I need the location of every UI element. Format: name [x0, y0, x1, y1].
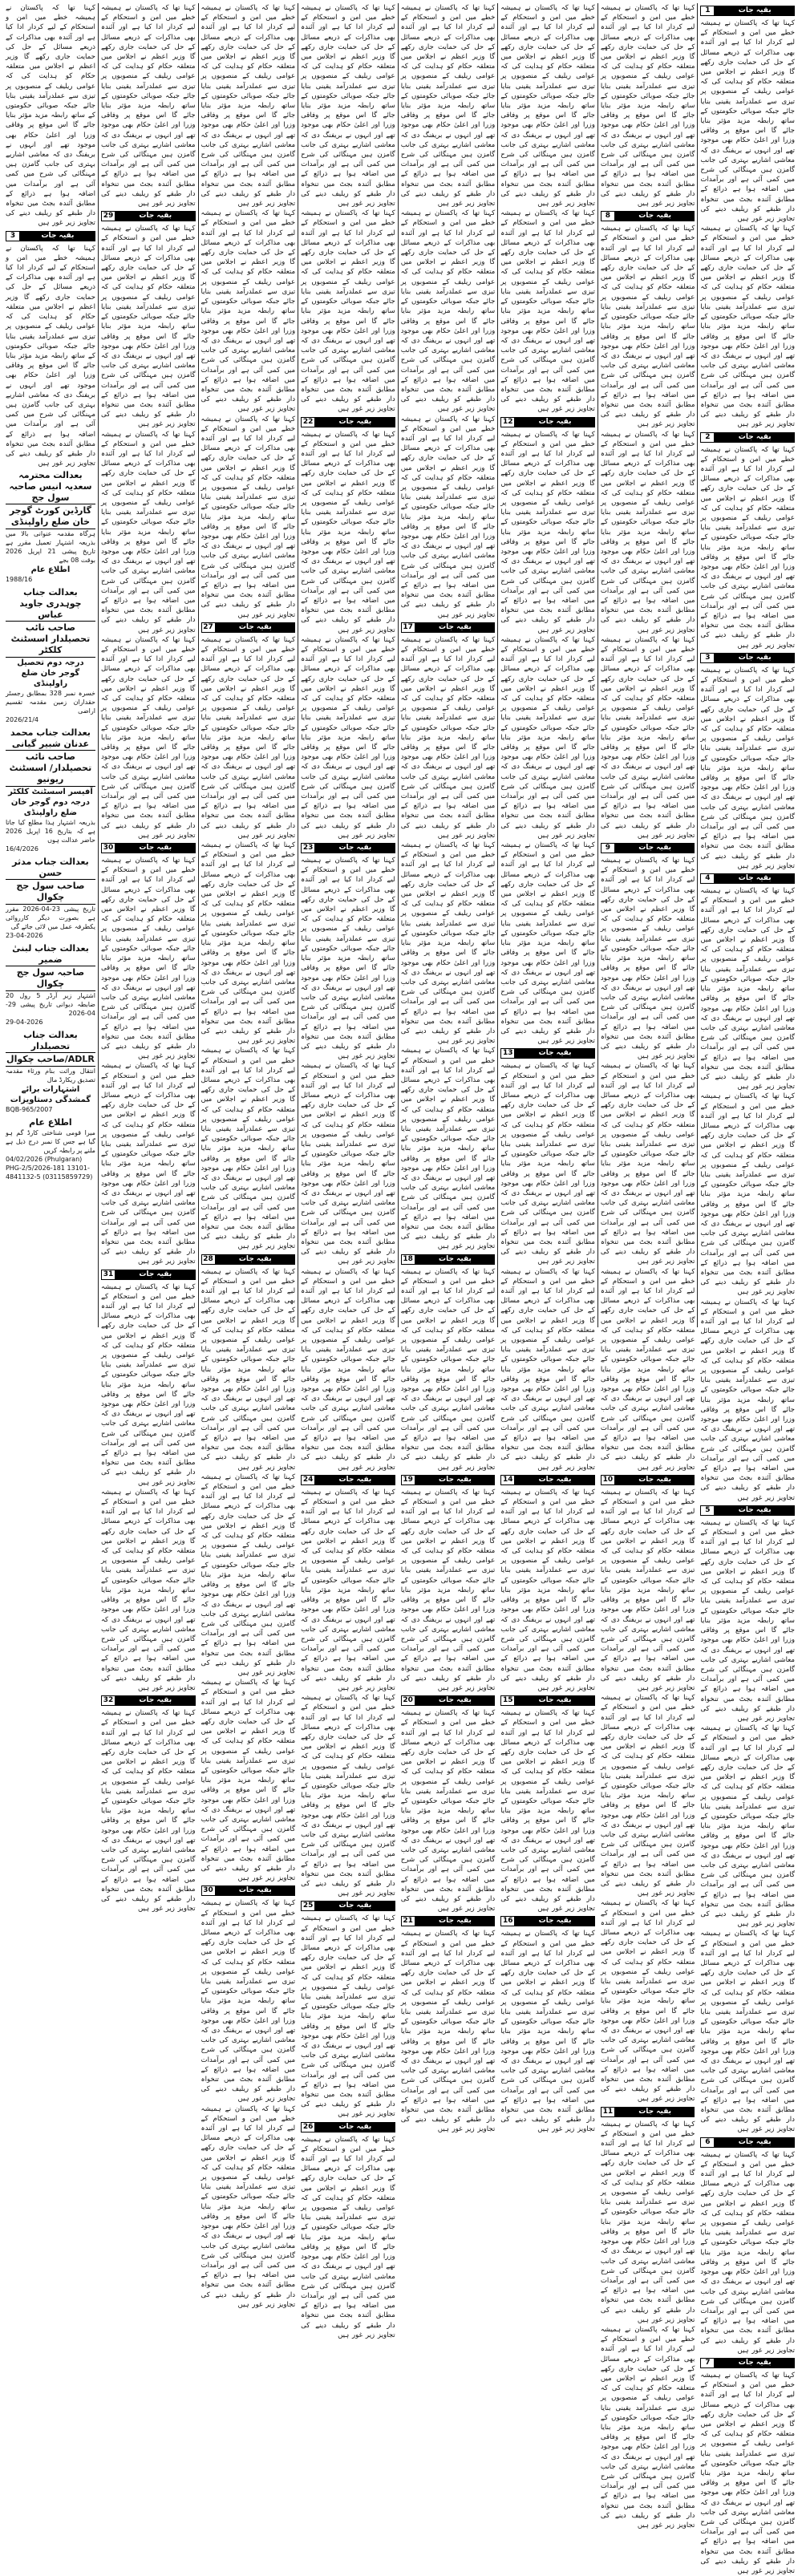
section-label: بقیہ جات — [115, 1695, 196, 1706]
article-text: کہنا تھا کہ پاکستان نے ہمیشہ خطے میں امن و استحکام کے لیے کردار ادا کیا ہے اور آئندہ بھی مذاکرات کے ذریعے مسائل کے حل کی حمایت جاری رکھے گا وزیر اعظم نے اجلاس میں متعلقہ حکام کو ہدایت کی کہ عوامی ریلیف کے منصوبوں پر تیزی سے عملدرآمد یقینی بنایا جائے جبکہ صوبائی حکومتوں کے ساتھ رابطہ مزید مؤثر بنایا جائے گا اس موقع پر وفاقی وزرا اور اعلیٰ حکام بھی موجود تھے اور انہوں نے بریفنگ دی کہ معاشی اشاریے بہتری کی جانب گامزن ہیں مہنگائی کی شرح میں کمی آئی ہے اور برآمدات میں اضافہ ہوا ہے ذرائع کے مطابق آئندہ بجٹ میں تنخواہ دار طبقے کو ریلیف دینے کی تجاویز زیر غور ہیں — [5, 244, 95, 468]
article-text: کہنا تھا کہ پاکستان نے ہمیشہ خطے میں امن و استحکام کے لیے کردار ادا کیا ہے اور آئندہ بھی مذاکرات کے ذریعے مسائل کے حل کی حمایت جاری رکھے گا وزیر اعظم نے اجلاس میں متعلقہ حکام کو ہدایت کی کہ عوامی ریلیف کے منصوبوں پر تیزی سے عملدرآمد یقینی بنایا جائے جبکہ صوبائی حکومتوں کے ساتھ رابطہ مزید مؤثر بنایا جائے گا اس موقع پر وفاقی وزرا اور اعلیٰ حکام بھی موجود تھے اور انہوں نے بریفنگ دی کہ معاشی اشاریے بہتری کی جانب گامزن ہیں مہنگائی کی شرح میں کمی آئی ہے اور برآمدات میں اضافہ ہوا ہے ذرائع کے مطابق آئندہ بجٹ میں تنخواہ دار طبقے کو ریلیف دینے کی تجاویز زیر غور ہیں — [301, 857, 395, 1061]
continuation-18 — [401, 1254, 496, 1472]
section-number: 18 — [401, 1254, 415, 1265]
section-label: بقیہ جات — [315, 2122, 395, 2132]
section-label: بقیہ جات — [415, 1916, 496, 1926]
section-number: 11 — [601, 2107, 615, 2117]
article-text: کہنا تھا کہ پاکستان نے ہمیشہ خطے میں امن و استحکام کے لیے کردار ادا کیا ہے اور آئندہ بھی مذاکرات کے ذریعے مسائل کے حل کی حمایت جاری رکھے گا وزیر اعظم نے اجلاس میں متعلقہ حکام کو ہدایت کی کہ عوامی ریلیف کے منصوبوں پر تیزی سے عملدرآمد یقینی بنایا جائے جبکہ صوبائی حکومتوں کے ساتھ رابطہ مزید مؤثر بنایا جائے گا اس موقع پر وفاقی وزرا اور اعلیٰ حکام بھی موجود تھے اور انہوں نے بریفنگ دی کہ معاشی اشاریے بہتری کی جانب گامزن ہیں مہنگائی کی شرح میں کمی آئی ہے اور برآمدات میں اضافہ ہوا ہے ذرائع کے مطابق آئندہ بجٹ میں تنخواہ دار طبقے کو ریلیف دینے کی تجاویز زیر غور ہیں — [600, 1488, 695, 1692]
continuation-14 — [500, 1475, 595, 1693]
notice-ref: 23-04-2026 — [5, 932, 43, 940]
section-header — [101, 211, 196, 221]
section-number: 25 — [301, 1901, 315, 1911]
article-text: کہنا تھا کہ پاکستان نے ہمیشہ خطے میں امن و استحکام کے لیے کردار ادا کیا ہے اور آئندہ بھی مذاکرات کے ذریعے مسائل کے حل کی حمایت جاری رکھے گا وزیر اعظم نے اجلاس میں متعلقہ حکام کو ہدایت کی کہ عوامی ریلیف کے منصوبوں پر تیزی سے عملدرآمد یقینی بنایا جائے جبکہ صوبائی حکومتوں کے ساتھ رابطہ مزید مؤثر بنایا جائے گا اس موقع پر وفاقی وزرا اور اعلیٰ حکام بھی موجود تھے اور انہوں نے بریفنگ دی کہ معاشی اشاریے بہتری کی جانب گامزن ہیں مہنگائی کی شرح میں کمی آئی ہے اور برآمدات میں اضافہ ہوا ہے ذرائع کے مطابق آئندہ بجٹ میں تنخواہ دار طبقے کو ریلیف دینے کی تجاویز زیر غور ہیں — [500, 841, 595, 1046]
court-notice-4 — [6, 857, 95, 940]
article-text: کہنا تھا کہ پاکستان نے ہمیشہ خطے میں امن و استحکام کے لیے کردار ادا کیا ہے اور آئندہ بھی مذاکرات کے ذریعے مسائل کے حل کی حمایت جاری رکھے گا وزیر اعظم نے اجلاس میں متعلقہ حکام کو ہدایت کی کہ عوامی ریلیف کے منصوبوں پر تیزی سے عملدرآمد یقینی بنایا جائے جبکہ صوبائی حکومتوں کے ساتھ رابطہ مزید مؤثر بنایا جائے گا اس موقع پر وفاقی وزرا اور اعلیٰ حکام بھی موجود تھے اور انہوں نے بریفنگ دی کہ معاشی اشاریے بہتری کی جانب گامزن ہیں مہنگائی کی شرح میں کمی آئی ہے اور برآمدات میں اضافہ ہوا ہے ذرائع کے مطابق آئندہ بجٹ میں تنخواہ دار طبقے کو ریلیف دینے کی تجاویز زیر غور ہیں — [100, 1062, 196, 1266]
continuation-11 — [601, 2107, 695, 2531]
section-number: 23 — [301, 843, 315, 853]
section-header — [101, 1695, 196, 1706]
article-text: کہنا تھا کہ پاکستان نے ہمیشہ خطے میں امن و استحکام کے لیے کردار ادا کیا ہے اور آئندہ بھی مذاکرات کے ذریعے مسائل کے حل کی حمایت جاری رکھے گا وزیر اعظم نے اجلاس میں متعلقہ حکام کو ہدایت کی کہ عوامی ریلیف کے منصوبوں پر تیزی سے عملدرآمد یقینی بنایا جائے جبکہ صوبائی حکومتوں کے ساتھ رابطہ مزید مؤثر بنایا جائے گا اس موقع پر وفاقی وزرا اور اعلیٰ حکام بھی موجود تھے اور انہوں نے بریفنگ دی کہ معاشی اشاریے بہتری کی جانب گامزن ہیں مہنگائی کی شرح میں کمی آئی ہے اور برآمدات میں اضافہ ہوا ہے ذرائع کے مطابق آئندہ بجٹ میں تنخواہ دار طبقے کو ریلیف دینے کی تجاویز زیر غور ہیں — [500, 1267, 595, 1472]
section-number: 30 — [201, 1885, 216, 1896]
notice-ref: 2026/21/4 — [5, 716, 38, 724]
article-text: کہنا تھا کہ پاکستان نے ہمیشہ خطے میں امن و استحکام کے لیے کردار ادا کیا ہے اور آئندہ بھی مذاکرات کے ذریعے مسائل کے حل کی حمایت جاری رکھے گا وزیر اعظم نے اجلاس میں متعلقہ حکام کو ہدایت کی کہ عوامی ریلیف کے منصوبوں پر تیزی سے عملدرآمد یقینی بنایا جائے جبکہ صوبائی حکومتوں کے ساتھ رابطہ مزید مؤثر بنایا جائے گا اس موقع پر وفاقی وزرا اور اعلیٰ حکام بھی موجود تھے اور انہوں نے بریفنگ دی کہ معاشی اشاریے بہتری کی جانب گامزن ہیں مہنگائی کی شرح میں کمی آئی ہے اور برآمدات میں اضافہ ہوا ہے ذرائع کے مطابق آئندہ بجٹ میں تنخواہ دار طبقے کو ریلیف دینے کی تجاویز زیر غور ہیں — [5, 4, 95, 228]
notice-court: بعدالت جناب محمد عدنان شبیر گیانی — [10, 727, 91, 750]
section-header — [700, 873, 795, 884]
article-text: کہنا تھا کہ پاکستان نے ہمیشہ خطے میں امن و استحکام کے لیے کردار ادا کیا ہے اور آئندہ بھی مذاکرات کے ذریعے مسائل کے حل کی حمایت جاری رکھے گا وزیر اعظم نے اجلاس میں متعلقہ حکام کو ہدایت کی کہ عوامی ریلیف کے منصوبوں پر تیزی سے عملدرآمد یقینی بنایا جائے جبکہ صوبائی حکومتوں کے ساتھ رابطہ مزید مؤثر بنایا جائے گا اس موقع پر وفاقی وزرا اور اعلیٰ حکام بھی موجود تھے اور انہوں نے بریفنگ دی کہ معاشی اشاریے بہتری کی جانب گامزن ہیں مہنگائی کی شرح میں کمی آئی ہے اور برآمدات میں اضافہ ہوا ہے ذرائع کے مطابق آئندہ بجٹ میں تنخواہ دار طبقے کو ریلیف دینے کی تجاویز زیر غور ہیں — [301, 1267, 395, 1472]
notice-ref: 04/02/2026 (Phulgaran) PHG-2/5/2026-181 13101-4841132-5 (03115859729) — [5, 1156, 93, 1181]
section-number: 21 — [401, 1916, 415, 1926]
notice-court: بعدالت جناب مدثر حسن — [12, 857, 89, 879]
article-text: کہنا تھا کہ پاکستان نے ہمیشہ خطے میں امن و استحکام کے لیے کردار ادا کیا ہے اور آئندہ بھی مذاکرات کے ذریعے مسائل کے حل کی حمایت جاری رکھے گا وزیر اعظم نے اجلاس میں متعلقہ حکام کو ہدایت کی کہ عوامی ریلیف کے منصوبوں پر تیزی سے عملدرآمد یقینی بنایا جائے جبکہ صوبائی حکومتوں کے ساتھ رابطہ مزید مؤثر بنایا جائے گا اس موقع پر وفاقی وزرا اور اعلیٰ حکام بھی موجود تھے اور انہوں نے بریفنگ دی کہ معاشی اشاریے بہتری کی جانب گامزن ہیں مہنگائی کی شرح میں کمی آئی ہے اور برآمدات میں اضافہ ہوا ہے ذرائع کے مطابق آئندہ بجٹ میں تنخواہ دار طبقے کو ریلیف دینے کی تجاویز زیر غور ہیں — [301, 2135, 395, 2339]
continuation-30b — [201, 1885, 296, 2310]
section-header — [301, 417, 395, 427]
column-4 — [398, 3, 498, 2134]
section-label: بقیہ جات — [615, 2107, 695, 2117]
section-header — [101, 1270, 196, 1280]
section-header — [500, 1048, 595, 1059]
notice-body: تاریخ پیشی 23-04-2026 مقرر ہے بصورت دیگر کارروائی یکطرفہ عمل میں لائی جائے گی — [5, 905, 95, 931]
continuation-2 — [700, 432, 795, 650]
section-label: بقیہ جات — [315, 1475, 395, 1485]
article-text: کہنا تھا کہ پاکستان نے ہمیشہ خطے میں امن و استحکام کے لیے کردار ادا کیا ہے اور آئندہ بھی مذاکرات کے ذریعے مسائل کے حل کی حمایت جاری رکھے گا وزیر اعظم نے اجلاس میں متعلقہ حکام کو ہدایت کی کہ عوامی ریلیف کے منصوبوں پر تیزی سے عملدرآمد یقینی بنایا جائے جبکہ صوبائی حکومتوں کے ساتھ رابطہ مزید مؤثر بنایا جائے گا اس موقع پر وفاقی وزرا اور اعلیٰ حکام بھی موجود تھے اور انہوں نے بریفنگ دی کہ معاشی اشاریے بہتری کی جانب گامزن ہیں مہنگائی کی شرح میں کمی آئی ہے اور برآمدات میں اضافہ ہوا ہے ذرائع کے مطابق آئندہ بجٹ میں تنخواہ دار طبقے کو ریلیف دینے کی تجاویز زیر غور ہیں — [301, 1062, 395, 1266]
section-label: بقیہ جات — [415, 1254, 496, 1265]
section-label: بقیہ جات — [415, 1475, 496, 1485]
article-text: کہنا تھا کہ پاکستان نے ہمیشہ خطے میں امن و استحکام کے لیے کردار ادا کیا ہے اور آئندہ بھی مذاکرات کے ذریعے مسائل کے حل کی حمایت جاری رکھے گا وزیر اعظم نے اجلاس میں متعلقہ حکام کو ہدایت کی کہ عوامی ریلیف کے منصوبوں پر تیزی سے عملدرآمد یقینی بنایا جائے جبکہ صوبائی حکومتوں کے ساتھ رابطہ مزید مؤثر بنایا جائے گا اس موقع پر وفاقی وزرا اور اعلیٰ حکام بھی موجود تھے اور انہوں نے بریفنگ دی کہ معاشی اشاریے بہتری کی جانب گامزن ہیں مہنگائی کی شرح میں کمی آئی ہے اور برآمدات میں اضافہ ہوا ہے ذرائع کے مطابق آئندہ بجٹ میں تنخواہ دار طبقے کو ریلیف دینے کی تجاویز زیر غور ہیں — [700, 445, 795, 650]
article-text: کہنا تھا کہ پاکستان نے ہمیشہ خطے میں امن و استحکام کے لیے کردار ادا کیا ہے اور آئندہ بھی مذاکرات کے ذریعے مسائل کے حل کی حمایت جاری رکھے گا وزیر اعظم نے اجلاس میں متعلقہ حکام کو ہدایت کی کہ عوامی ریلیف کے منصوبوں پر تیزی سے عملدرآمد یقینی بنایا جائے جبکہ صوبائی حکومتوں کے ساتھ رابطہ مزید مؤثر بنایا جائے گا اس موقع پر وفاقی وزرا اور اعلیٰ حکام بھی موجود تھے اور انہوں نے بریفنگ دی کہ معاشی اشاریے بہتری کی جانب گامزن ہیں مہنگائی کی شرح میں کمی آئی ہے اور برآمدات میں اضافہ ہوا ہے ذرائع کے مطابق آئندہ بجٹ میں تنخواہ دار طبقے کو ریلیف دینے کی تجاویز زیر غور ہیں — [500, 209, 595, 414]
notice-body: خسرہ نمبر 328 بمطابق رجسٹر حقداران زمین مقدمہ تقسیم اراضی — [5, 690, 95, 715]
continuation-17 — [401, 622, 496, 1252]
section-number: 3 — [6, 231, 20, 241]
section-number: 16 — [500, 1916, 515, 1926]
article-text: کہنا تھا کہ پاکستان نے ہمیشہ خطے میں امن و استحکام کے لیے کردار ادا کیا ہے اور آئندہ بھی مذاکرات کے ذریعے مسائل کے حل کی حمایت جاری رکھے گا وزیر اعظم نے اجلاس میں متعلقہ حکام کو ہدایت کی کہ عوامی ریلیف کے منصوبوں پر تیزی سے عملدرآمد یقینی بنایا جائے جبکہ صوبائی حکومتوں کے ساتھ رابطہ مزید مؤثر بنایا جائے گا اس موقع پر وفاقی وزرا اور اعلیٰ حکام بھی موجود تھے اور انہوں نے بریفنگ دی کہ معاشی اشاریے بہتری کی جانب گامزن ہیں مہنگائی کی شرح میں کمی آئی ہے اور برآمدات میں اضافہ ہوا ہے ذرائع کے مطابق آئندہ بجٹ میں تنخواہ دار طبقے کو ریلیف دینے کی تجاویز زیر غور ہیں — [400, 635, 496, 840]
section-number: 26 — [301, 2122, 315, 2132]
continuation-3 — [700, 653, 795, 871]
notice-body: ہرگاہ مقدمہ عنوانی بالا میں بذریعہ اشتہار تعمیل مقرر ہے تاریخ پیشی 21 اپریل 2026 بوقت 08 بجے — [5, 530, 95, 565]
article-text: کہنا تھا کہ پاکستان نے ہمیشہ خطے میں امن و استحکام کے لیے کردار ادا کیا ہے اور آئندہ بھی مذاکرات کے ذریعے مسائل کے حل کی حمایت جاری رکھے گا وزیر اعظم نے اجلاس میں متعلقہ حکام کو ہدایت کی کہ عوامی ریلیف کے منصوبوں پر تیزی سے عملدرآمد یقینی بنایا جائے جبکہ صوبائی حکومتوں کے ساتھ رابطہ مزید مؤثر بنایا جائے گا اس موقع پر وفاقی وزرا اور اعلیٰ حکام بھی موجود تھے اور انہوں نے بریفنگ دی کہ معاشی اشاریے بہتری کی جانب گامزن ہیں مہنگائی کی شرح میں کمی آئی ہے اور برآمدات میں اضافہ ہوا ہے ذرائع کے مطابق آئندہ بجٹ میں تنخواہ دار طبقے کو ریلیف دینے کی تجاویز زیر غور ہیں — [100, 1488, 196, 1692]
notice-court-sub: صاحب نائب تحصیلدار اسسٹنٹ کلکٹر — [6, 621, 95, 658]
column-5 — [298, 3, 398, 2339]
notice-court: بعدالت جناب لبنیٰ ضمیر — [12, 943, 89, 966]
article-text: کہنا تھا کہ پاکستان نے ہمیشہ خطے میں امن و استحکام کے لیے کردار ادا کیا ہے اور آئندہ بھی مذاکرات کے ذریعے مسائل کے حل کی حمایت جاری رکھے گا وزیر اعظم نے اجلاس میں متعلقہ حکام کو ہدایت کی کہ عوامی ریلیف کے منصوبوں پر تیزی سے عملدرآمد یقینی بنایا جائے جبکہ صوبائی حکومتوں کے ساتھ رابطہ مزید مؤثر بنایا جائے گا اس موقع پر وفاقی وزرا اور اعلیٰ حکام بھی موجود تھے اور انہوں نے بریفنگ دی کہ معاشی اشاریے بہتری کی جانب گامزن ہیں مہنگائی کی شرح میں کمی آئی ہے اور برآمدات میں اضافہ ہوا ہے ذرائع کے مطابق آئندہ بجٹ میں تنخواہ دار طبقے کو ریلیف دینے کی تجاویز زیر غور ہیں — [600, 1694, 695, 1898]
article-text: کہنا تھا کہ پاکستان نے ہمیشہ خطے میں امن و استحکام کے لیے کردار ادا کیا ہے اور آئندہ بھی مذاکرات کے ذریعے مسائل کے حل کی حمایت جاری رکھے گا وزیر اعظم نے اجلاس میں متعلقہ حکام کو ہدایت کی کہ عوامی ریلیف کے منصوبوں پر تیزی سے عملدرآمد یقینی بنایا جائے جبکہ صوبائی حکومتوں کے ساتھ رابطہ مزید مؤثر بنایا جائے گا اس موقع پر وفاقی وزرا اور اعلیٰ حکام بھی موجود تھے اور انہوں نے بریفنگ دی کہ معاشی اشاریے بہتری کی جانب گامزن ہیں مہنگائی کی شرح میں کمی آئی ہے اور برآمدات میں اضافہ ہوا ہے ذرائع کے مطابق آئندہ بجٹ میں تنخواہ دار طبقے کو ریلیف دینے کی تجاویز زیر غور ہیں — [200, 1472, 296, 1677]
section-label: بقیہ جات — [315, 1901, 395, 1911]
section-number: 5 — [700, 1505, 715, 1516]
article-text: کہنا تھا کہ پاکستان نے ہمیشہ خطے میں امن و استحکام کے لیے کردار ادا کیا ہے اور آئندہ بھی مذاکرات کے ذریعے مسائل کے حل کی حمایت جاری رکھے گا وزیر اعظم نے اجلاس میں متعلقہ حکام کو ہدایت کی کہ عوامی ریلیف کے منصوبوں پر تیزی سے عملدرآمد یقینی بنایا جائے جبکہ صوبائی حکومتوں کے ساتھ رابطہ مزید مؤثر بنایا جائے گا اس موقع پر وفاقی وزرا اور اعلیٰ حکام بھی موجود تھے اور انہوں نے بریفنگ دی کہ معاشی اشاریے بہتری کی جانب گامزن ہیں مہنگائی کی شرح میں کمی آئی ہے اور برآمدات میں اضافہ ہوا ہے ذرائع کے مطابق آئندہ بجٹ میں تنخواہ دار طبقے کو ریلیف دینے کی تجاویز زیر غور ہیں — [700, 2371, 795, 2575]
notice-court: بعدالت جناب چوہدری جاوید عباس — [19, 587, 82, 621]
continuation-29 — [101, 211, 196, 840]
notice-ref: 29-04-2026 — [5, 1019, 43, 1027]
article-text: کہنا تھا کہ پاکستان نے ہمیشہ خطے میں امن و استحکام کے لیے کردار ادا کیا ہے اور آئندہ بھی مذاکرات کے ذریعے مسائل کے حل کی حمایت جاری رکھے گا وزیر اعظم نے اجلاس میں متعلقہ حکام کو ہدایت کی کہ عوامی ریلیف کے منصوبوں پر تیزی سے عملدرآمد یقینی بنایا جائے جبکہ صوبائی حکومتوں کے ساتھ رابطہ مزید مؤثر بنایا جائے گا اس موقع پر وفاقی وزرا اور اعلیٰ حکام بھی موجود تھے اور انہوں نے بریفنگ دی کہ معاشی اشاریے بہتری کی جانب گامزن ہیں مہنگائی کی شرح میں کمی آئی ہے اور برآمدات میں اضافہ ہوا ہے ذرائع کے مطابق آئندہ بجٹ میں تنخواہ دار طبقے کو ریلیف دینے کی تجاویز زیر غور ہیں — [301, 4, 395, 209]
section-label: بقیہ جات — [615, 1475, 695, 1485]
section-header — [601, 1475, 695, 1485]
section-label: بقیہ جات — [20, 231, 95, 241]
notice-heading: اشتہارات برائے گمشدگی دستاویزات — [10, 1085, 91, 1105]
section-label: بقیہ جات — [515, 417, 595, 427]
court-notice-2 — [6, 587, 95, 724]
section-number: 22 — [301, 417, 315, 427]
article-text: کہنا تھا کہ پاکستان نے ہمیشہ خطے میں امن و استحکام کے لیے کردار ادا کیا ہے اور آئندہ بھی مذاکرات کے ذریعے مسائل کے حل کی حمایت جاری رکھے گا وزیر اعظم نے اجلاس میں متعلقہ حکام کو ہدایت کی کہ عوامی ریلیف کے منصوبوں پر تیزی سے عملدرآمد یقینی بنایا جائے جبکہ صوبائی حکومتوں کے ساتھ رابطہ مزید مؤثر بنایا جائے گا اس موقع پر وفاقی وزرا اور اعلیٰ حکام بھی موجود تھے اور انہوں نے بریفنگ دی کہ معاشی اشاریے بہتری کی جانب گامزن ہیں مہنگائی کی شرح میں کمی آئی ہے اور برآمدات میں اضافہ ہوا ہے ذرائع کے مطابق آئندہ بجٹ میں تنخواہ دار طبقے کو ریلیف دینے کی تجاویز زیر غور ہیں — [200, 4, 296, 209]
continuation-8 — [601, 211, 695, 840]
continuation-22 — [301, 417, 395, 841]
article-text: کہنا تھا کہ پاکستان نے ہمیشہ خطے میں امن و استحکام کے لیے کردار ادا کیا ہے اور آئندہ بھی مذاکرات کے ذریعے مسائل کے حل کی حمایت جاری رکھے گا وزیر اعظم نے اجلاس میں متعلقہ حکام کو ہدایت کی کہ عوامی ریلیف کے منصوبوں پر تیزی سے عملدرآمد یقینی بنایا جائے جبکہ صوبائی حکومتوں کے ساتھ رابطہ مزید مؤثر بنایا جائے گا اس موقع پر وفاقی وزرا اور اعلیٰ حکام بھی موجود تھے اور انہوں نے بریفنگ دی کہ معاشی اشاریے بہتری کی جانب گامزن ہیں مہنگائی کی شرح میں کمی آئی ہے اور برآمدات میں اضافہ ہوا ہے ذرائع کے مطابق آئندہ بجٹ میں تنخواہ دار طبقے کو ریلیف دینے کی تجاویز زیر غور ہیں — [500, 1930, 595, 2134]
article-text: کہنا تھا کہ پاکستان نے ہمیشہ خطے میں امن و استحکام کے لیے کردار ادا کیا ہے اور آئندہ بھی مذاکرات کے ذریعے مسائل کے حل کی حمایت جاری رکھے گا وزیر اعظم نے اجلاس میں متعلقہ حکام کو ہدایت کی کہ عوامی ریلیف کے منصوبوں پر تیزی سے عملدرآمد یقینی بنایا جائے جبکہ صوبائی حکومتوں کے ساتھ رابطہ مزید مؤثر بنایا جائے گا اس موقع پر وفاقی وزرا اور اعلیٰ حکام بھی موجود تھے اور انہوں نے بریفنگ دی کہ معاشی اشاریے بہتری کی جانب گامزن ہیں مہنگائی کی شرح میں کمی آئی ہے اور برآمدات میں اضافہ ہوا ہے ذرائع کے مطابق آئندہ بجٹ میں تنخواہ دار طبقے کو ریلیف دینے کی تجاویز زیر غور ہیں — [100, 4, 196, 209]
notice-court-sub: صاحبہ سول جج چکوال — [6, 966, 95, 991]
continuation-27 — [201, 622, 296, 1252]
section-label: بقیہ جات — [715, 873, 795, 884]
section-label: بقیہ جات — [515, 1048, 595, 1059]
section-label: بقیہ جات — [315, 843, 395, 853]
continuation-26 — [301, 2122, 395, 2340]
section-number: 2 — [700, 432, 715, 443]
section-number: 29 — [101, 211, 115, 221]
section-header — [6, 231, 95, 241]
section-label: بقیہ جات — [715, 1505, 795, 1516]
section-header — [301, 1475, 395, 1485]
section-label: بقیہ جات — [216, 622, 296, 633]
section-number: 15 — [500, 1695, 515, 1706]
section-number: 32 — [101, 1695, 115, 1706]
article-text: کہنا تھا کہ پاکستان نے ہمیشہ خطے میں امن و استحکام کے لیے کردار ادا کیا ہے اور آئندہ بھی مذاکرات کے ذریعے مسائل کے حل کی حمایت جاری رکھے گا وزیر اعظم نے اجلاس میں متعلقہ حکام کو ہدایت کی کہ عوامی ریلیف کے منصوبوں پر تیزی سے عملدرآمد یقینی بنایا جائے جبکہ صوبائی حکومتوں کے ساتھ رابطہ مزید مؤثر بنایا جائے گا اس موقع پر وفاقی وزرا اور اعلیٰ حکام بھی موجود تھے اور انہوں نے بریفنگ دی کہ معاشی اشاریے بہتری کی جانب گامزن ہیں مہنگائی کی شرح میں کمی آئی ہے اور برآمدات میں اضافہ ہوا ہے ذرائع کے مطابق آئندہ بجٹ میں تنخواہ دار طبقے کو ریلیف دینے کی تجاویز زیر غور ہیں — [700, 666, 795, 870]
continuation-15 — [500, 1695, 595, 1914]
article-text: کہنا تھا کہ پاکستان نے ہمیشہ خطے میں امن و استحکام کے لیے کردار ادا کیا ہے اور آئندہ بھی مذاکرات کے ذریعے مسائل کے حل کی حمایت جاری رکھے گا وزیر اعظم نے اجلاس میں متعلقہ حکام کو ہدایت کی کہ عوامی ریلیف کے منصوبوں پر تیزی سے عملدرآمد یقینی بنایا جائے جبکہ صوبائی حکومتوں کے ساتھ رابطہ مزید مؤثر بنایا جائے گا اس موقع پر وفاقی وزرا اور اعلیٰ حکام بھی موجود تھے اور انہوں نے بریفنگ دی کہ معاشی اشاریے بہتری کی جانب گامزن ہیں مہنگائی کی شرح میں کمی آئی ہے اور برآمدات میں اضافہ ہوا ہے ذرائع کے مطابق آئندہ بجٹ میں تنخواہ دار طبقے کو ریلیف دینے کی تجاویز زیر غور ہیں — [500, 1709, 595, 1914]
section-number: 7 — [700, 2358, 715, 2368]
section-header — [101, 843, 196, 853]
article-text: کہنا تھا کہ پاکستان نے ہمیشہ خطے میں امن و استحکام کے لیے کردار ادا کیا ہے اور آئندہ بھی مذاکرات کے ذریعے مسائل کے حل کی حمایت جاری رکھے گا وزیر اعظم نے اجلاس میں متعلقہ حکام کو ہدایت کی کہ عوامی ریلیف کے منصوبوں پر تیزی سے عملدرآمد یقینی بنایا جائے جبکہ صوبائی حکومتوں کے ساتھ رابطہ مزید مؤثر بنایا جائے گا اس موقع پر وفاقی وزرا اور اعلیٰ حکام بھی موجود تھے اور انہوں نے بریفنگ دی کہ معاشی اشاریے بہتری کی جانب گامزن ہیں مہنگائی کی شرح میں کمی آئی ہے اور برآمدات میں اضافہ ہوا ہے ذرائع کے مطابق آئندہ بجٹ میں تنخواہ دار طبقے کو ریلیف دینے کی تجاویز زیر غور ہیں — [200, 1047, 296, 1251]
article-text: کہنا تھا کہ پاکستان نے ہمیشہ خطے میں امن و استحکام کے لیے کردار ادا کیا ہے اور آئندہ بھی مذاکرات کے ذریعے مسائل کے حل کی حمایت جاری رکھے گا وزیر اعظم نے اجلاس میں متعلقہ حکام کو ہدایت کی کہ عوامی ریلیف کے منصوبوں پر تیزی سے عملدرآمد یقینی بنایا جائے جبکہ صوبائی حکومتوں کے ساتھ رابطہ مزید مؤثر بنایا جائے گا اس موقع پر وفاقی وزرا اور اعلیٰ حکام بھی موجود تھے اور انہوں نے بریفنگ دی کہ معاشی اشاریے بہتری کی جانب گامزن ہیں مہنگائی کی شرح میں کمی آئی ہے اور برآمدات میں اضافہ ہوا ہے ذرائع کے مطابق آئندہ بجٹ میں تنخواہ دار طبقے کو ریلیف دینے کی تجاویز زیر غور ہیں — [600, 2120, 695, 2324]
section-number: 12 — [500, 417, 515, 427]
continuation-32 — [101, 1695, 196, 1914]
section-header — [700, 432, 795, 443]
section-header — [500, 1475, 595, 1485]
continuation-12 — [500, 417, 595, 1047]
section-label: بقیہ جات — [515, 1916, 595, 1926]
article-text: کہنا تھا کہ پاکستان نے ہمیشہ خطے میں امن و استحکام کے لیے کردار ادا کیا ہے اور آئندہ بھی مذاکرات کے ذریعے مسائل کے حل کی حمایت جاری رکھے گا وزیر اعظم نے اجلاس میں متعلقہ حکام کو ہدایت کی کہ عوامی ریلیف کے منصوبوں پر تیزی سے عملدرآمد یقینی بنایا جائے جبکہ صوبائی حکومتوں کے ساتھ رابطہ مزید مؤثر بنایا جائے گا اس موقع پر وفاقی وزرا اور اعلیٰ حکام بھی موجود تھے اور انہوں نے بریفنگ دی کہ معاشی اشاریے بہتری کی جانب گامزن ہیں مہنگائی کی شرح میں کمی آئی ہے اور برآمدات میں اضافہ ہوا ہے ذرائع کے مطابق آئندہ بجٹ میں تنخواہ دار طبقے کو ریلیف دینے کی تجاویز زیر غور ہیں — [400, 415, 496, 619]
court-notice-5 — [6, 943, 95, 1027]
notice-court-sub: صاحب نائب تحصیلدار/ اسسٹنٹ ریونیو — [6, 750, 95, 787]
section-label: بقیہ جات — [315, 417, 395, 427]
section-label: بقیہ جات — [515, 1695, 595, 1706]
article-text: کہنا تھا کہ پاکستان نے ہمیشہ خطے میں امن و استحکام کے لیے کردار ادا کیا ہے اور آئندہ بھی مذاکرات کے ذریعے مسائل کے حل کی حمایت جاری رکھے گا وزیر اعظم نے اجلاس میں متعلقہ حکام کو ہدایت کی کہ عوامی ریلیف کے منصوبوں پر تیزی سے عملدرآمد یقینی بنایا جائے جبکہ صوبائی حکومتوں کے ساتھ رابطہ مزید مؤثر بنایا جائے گا اس موقع پر وفاقی وزرا اور اعلیٰ حکام بھی موجود تھے اور انہوں نے بریفنگ دی کہ معاشی اشاریے بہتری کی جانب گامزن ہیں مہنگائی کی شرح میں کمی آئی ہے اور برآمدات میں اضافہ ہوا ہے ذرائع کے مطابق آئندہ بجٹ میں تنخواہ دار طبقے کو ریلیف دینے کی تجاویز زیر غور ہیں — [500, 1062, 595, 1266]
article-text: کہنا تھا کہ پاکستان نے ہمیشہ خطے میں امن و استحکام کے لیے کردار ادا کیا ہے اور آئندہ بھی مذاکرات کے ذریعے مسائل کے حل کی حمایت جاری رکھے گا وزیر اعظم نے اجلاس میں متعلقہ حکام کو ہدایت کی کہ عوامی ریلیف کے منصوبوں پر تیزی سے عملدرآمد یقینی بنایا جائے جبکہ صوبائی حکومتوں کے ساتھ رابطہ مزید مؤثر بنایا جائے گا اس موقع پر وفاقی وزرا اور اعلیٰ حکام بھی موجود تھے اور انہوں نے بریفنگ دی کہ معاشی اشاریے بہتری کی جانب گامزن ہیں مہنگائی کی شرح میں کمی آئی ہے اور برآمدات میں اضافہ ہوا ہے ذرائع کے مطابق آئندہ بجٹ میں تنخواہ دار طبقے کو ریلیف دینے کی تجاویز زیر غور ہیں — [500, 4, 595, 209]
section-header — [500, 1916, 595, 1926]
article-text: کہنا تھا کہ پاکستان نے ہمیشہ خطے میں امن و استحکام کے لیے کردار ادا کیا ہے اور آئندہ بھی مذاکرات کے ذریعے مسائل کے حل کی حمایت جاری رکھے گا وزیر اعظم نے اجلاس میں متعلقہ حکام کو ہدایت کی کہ عوامی ریلیف کے منصوبوں پر تیزی سے عملدرآمد یقینی بنایا جائے جبکہ صوبائی حکومتوں کے ساتھ رابطہ مزید مؤثر بنایا جائے گا اس موقع پر وفاقی وزرا اور اعلیٰ حکام بھی موجود تھے اور انہوں نے بریفنگ دی کہ معاشی اشاریے بہتری کی جانب گامزن ہیں مہنگائی کی شرح میں کمی آئی ہے اور برآمدات میں اضافہ ہوا ہے ذرائع کے مطابق آئندہ بجٹ میں تنخواہ دار طبقے کو ریلیف دینے کی تجاویز زیر غور ہیں — [301, 1914, 395, 2119]
article-text: کہنا تھا کہ پاکستان نے ہمیشہ خطے میں امن و استحکام کے لیے کردار ادا کیا ہے اور آئندہ بھی مذاکرات کے ذریعے مسائل کے حل کی حمایت جاری رکھے گا وزیر اعظم نے اجلاس میں متعلقہ حکام کو ہدایت کی کہ عوامی ریلیف کے منصوبوں پر تیزی سے عملدرآمد یقینی بنایا جائے جبکہ صوبائی حکومتوں کے ساتھ رابطہ مزید مؤثر بنایا جائے گا اس موقع پر وفاقی وزرا اور اعلیٰ حکام بھی موجود تھے اور انہوں نے بریفنگ دی کہ معاشی اشاریے بہتری کی جانب گامزن ہیں مہنگائی کی شرح میں کمی آئی ہے اور برآمدات میں اضافہ ہوا ہے ذرائع کے مطابق آئندہ بجٹ میں تنخواہ دار طبقے کو ریلیف دینے کی تجاویز زیر غور ہیں — [200, 415, 296, 619]
article-text: کہنا تھا کہ پاکستان نے ہمیشہ خطے میں امن و استحکام کے لیے کردار ادا کیا ہے اور آئندہ بھی مذاکرات کے ذریعے مسائل کے حل کی حمایت جاری رکھے گا وزیر اعظم نے اجلاس میں متعلقہ حکام کو ہدایت کی کہ عوامی ریلیف کے منصوبوں پر تیزی سے عملدرآمد یقینی بنایا جائے جبکہ صوبائی حکومتوں کے ساتھ رابطہ مزید مؤثر بنایا جائے گا اس موقع پر وفاقی وزرا اور اعلیٰ حکام بھی موجود تھے اور انہوں نے بریفنگ دی کہ معاشی اشاریے بہتری کی جانب گامزن ہیں مہنگائی کی شرح میں کمی آئی ہے اور برآمدات میں اضافہ ہوا ہے ذرائع کے مطابق آئندہ بجٹ میں تنخواہ دار طبقے کو ریلیف دینے کی تجاویز زیر غور ہیں — [200, 2104, 296, 2309]
article-text: کہنا تھا کہ پاکستان نے ہمیشہ خطے میں امن و استحکام کے لیے کردار ادا کیا ہے اور آئندہ بھی مذاکرات کے ذریعے مسائل کے حل کی حمایت جاری رکھے گا وزیر اعظم نے اجلاس میں متعلقہ حکام کو ہدایت کی کہ عوامی ریلیف کے منصوبوں پر تیزی سے عملدرآمد یقینی بنایا جائے جبکہ صوبائی حکومتوں کے ساتھ رابطہ مزید مؤثر بنایا جائے گا اس موقع پر وفاقی وزرا اور اعلیٰ حکام بھی موجود تھے اور انہوں نے بریفنگ دی کہ معاشی اشاریے بہتری کی جانب گامزن ہیں مہنگائی کی شرح میں کمی آئی ہے اور برآمدات میں اضافہ ہوا ہے ذرائع کے مطابق آئندہ بجٹ میں تنخواہ دار طبقے کو ریلیف دینے کی تجاویز زیر غور ہیں — [400, 4, 496, 209]
section-header — [700, 653, 795, 663]
continuation-7 — [700, 2358, 795, 2576]
section-label: بقیہ جات — [415, 1695, 496, 1706]
section-header — [401, 622, 496, 633]
section-label: بقیہ جات — [715, 653, 795, 663]
section-number: 6 — [700, 2137, 715, 2148]
continuation-30 — [101, 843, 196, 1267]
section-label: بقیہ جات — [515, 1475, 595, 1485]
article-text: کہنا تھا کہ پاکستان نے ہمیشہ خطے میں امن و استحکام کے لیے کردار ادا کیا ہے اور آئندہ بھی مذاکرات کے ذریعے مسائل کے حل کی حمایت جاری رکھے گا وزیر اعظم نے اجلاس میں متعلقہ حکام کو ہدایت کی کہ عوامی ریلیف کے منصوبوں پر تیزی سے عملدرآمد یقینی بنایا جائے جبکہ صوبائی حکومتوں کے ساتھ رابطہ مزید مؤثر بنایا جائے گا اس موقع پر وفاقی وزرا اور اعلیٰ حکام بھی موجود تھے اور انہوں نے بریفنگ دی کہ معاشی اشاریے بہتری کی جانب گامزن ہیں مہنگائی کی شرح میں کمی آئی ہے اور برآمدات میں اضافہ ہوا ہے ذرائع کے مطابق آئندہ بجٹ میں تنخواہ دار طبقے کو ریلیف دینے کی تجاویز زیر غور ہیں — [400, 1709, 496, 1914]
notice-court-sub: صاحب سول جج چکوال — [6, 879, 95, 905]
article-text: کہنا تھا کہ پاکستان نے ہمیشہ خطے میں امن و استحکام کے لیے کردار ادا کیا ہے اور آئندہ بھی مذاکرات کے ذریعے مسائل کے حل کی حمایت جاری رکھے گا وزیر اعظم نے اجلاس میں متعلقہ حکام کو ہدایت کی کہ عوامی ریلیف کے منصوبوں پر تیزی سے عملدرآمد یقینی بنایا جائے جبکہ صوبائی حکومتوں کے ساتھ رابطہ مزید مؤثر بنایا جائے گا اس موقع پر وفاقی وزرا اور اعلیٰ حکام بھی موجود تھے اور انہوں نے بریفنگ دی کہ معاشی اشاریے بہتری کی جانب گامزن ہیں مہنگائی کی شرح میں کمی آئی ہے اور برآمدات میں اضافہ ہوا ہے ذرائع کے مطابق آئندہ بجٹ میں تنخواہ دار طبقے کو ریلیف دینے کی تجاویز زیر غور ہیں — [301, 635, 395, 840]
article-text: کہنا تھا کہ پاکستان نے ہمیشہ خطے میں امن و استحکام کے لیے کردار ادا کیا ہے اور آئندہ بھی مذاکرات کے ذریعے مسائل کے حل کی حمایت جاری رکھے گا وزیر اعظم نے اجلاس میں متعلقہ حکام کو ہدایت کی کہ عوامی ریلیف کے منصوبوں پر تیزی سے عملدرآمد یقینی بنایا جائے جبکہ صوبائی حکومتوں کے ساتھ رابطہ مزید مؤثر بنایا جائے گا اس موقع پر وفاقی وزرا اور اعلیٰ حکام بھی موجود تھے اور انہوں نے بریفنگ دی کہ معاشی اشاریے بہتری کی جانب گامزن ہیں مہنگائی کی شرح میں کمی آئی ہے اور برآمدات میں اضافہ ہوا ہے ذرائع کے مطابق آئندہ بجٹ میں تنخواہ دار طبقے کو ریلیف دینے کی تجاویز زیر غور ہیں — [600, 430, 695, 634]
notice-heading: درجہ دوم تحصیل گوجر خان ضلع راولپنڈی — [17, 658, 84, 689]
notice-body: میرا قومی شناختی کارڈ گم ہو گیا ہے جس کا نمبر درج ذیل ہے ملنے پر رابطہ کریں — [5, 1129, 95, 1155]
article-text: کہنا تھا کہ پاکستان نے ہمیشہ خطے میں امن و استحکام کے لیے کردار ادا کیا ہے اور آئندہ بھی مذاکرات کے ذریعے مسائل کے حل کی حمایت جاری رکھے گا وزیر اعظم نے اجلاس میں متعلقہ حکام کو ہدایت کی کہ عوامی ریلیف کے منصوبوں پر تیزی سے عملدرآمد یقینی بنایا جائے جبکہ صوبائی حکومتوں کے ساتھ رابطہ مزید مؤثر بنایا جائے گا اس موقع پر وفاقی وزرا اور اعلیٰ حکام بھی موجود تھے اور انہوں نے بریفنگ دی کہ معاشی اشاریے بہتری کی جانب گامزن ہیں مہنگائی کی شرح میں کمی آئی ہے اور برآمدات میں اضافہ ہوا ہے ذرائع کے مطابق آئندہ بجٹ میں تنخواہ دار طبقے کو ریلیف دینے کی تجاویز زیر غور ہیں — [100, 1282, 196, 1487]
section-number: 17 — [401, 622, 415, 633]
section-number: 1 — [700, 6, 715, 16]
article-text: کہنا تھا کہ پاکستان نے ہمیشہ خطے میں امن و استحکام کے لیے کردار ادا کیا ہے اور آئندہ بھی مذاکرات کے ذریعے مسائل کے حل کی حمایت جاری رکھے گا وزیر اعظم نے اجلاس میں متعلقہ حکام کو ہدایت کی کہ عوامی ریلیف کے منصوبوں پر تیزی سے عملدرآمد یقینی بنایا جائے جبکہ صوبائی حکومتوں کے ساتھ رابطہ مزید مؤثر بنایا جائے گا اس موقع پر وفاقی وزرا اور اعلیٰ حکام بھی موجود تھے اور انہوں نے بریفنگ دی کہ معاشی اشاریے بہتری کی جانب گامزن ہیں مہنگائی کی شرح میں کمی آئی ہے اور برآمدات میں اضافہ ہوا ہے ذرائع کے مطابق آئندہ بجٹ میں تنخواہ دار طبقے کو ریلیف دینے کی تجاویز زیر غور ہیں — [100, 225, 196, 429]
section-header — [601, 843, 695, 853]
notice-body: اشتہار زیر آرڈر 5 رول 20 ضابطہ دیوانی تاریخ پیشی 29-04-2026 — [5, 992, 95, 1018]
notice-heading: اطلاع عام — [30, 565, 71, 575]
section-header — [500, 417, 595, 427]
section-header — [700, 1505, 795, 1516]
court-notice-3 — [6, 727, 95, 853]
column-2 — [597, 3, 698, 2529]
article-text: کہنا تھا کہ پاکستان نے ہمیشہ خطے میں امن و استحکام کے لیے کردار ادا کیا ہے اور آئندہ بھی مذاکرات کے ذریعے مسائل کے حل کی حمایت جاری رکھے گا وزیر اعظم نے اجلاس میں متعلقہ حکام کو ہدایت کی کہ عوامی ریلیف کے منصوبوں پر تیزی سے عملدرآمد یقینی بنایا جائے جبکہ صوبائی حکومتوں کے ساتھ رابطہ مزید مؤثر بنایا جائے گا اس موقع پر وفاقی وزرا اور اعلیٰ حکام بھی موجود تھے اور انہوں نے بریفنگ دی کہ معاشی اشاریے بہتری کی جانب گامزن ہیں مہنگائی کی شرح میں کمی آئی ہے اور برآمدات میں اضافہ ہوا ہے ذرائع کے مطابق آئندہ بجٹ میں تنخواہ دار طبقے کو ریلیف دینے کی تجاویز زیر غور ہیں — [700, 2150, 795, 2355]
section-header — [201, 1254, 296, 1265]
article-text: کہنا تھا کہ پاکستان نے ہمیشہ خطے میں امن و استحکام کے لیے کردار ادا کیا ہے اور آئندہ بھی مذاکرات کے ذریعے مسائل کے حل کی حمایت جاری رکھے گا وزیر اعظم نے اجلاس میں متعلقہ حکام کو ہدایت کی کہ عوامی ریلیف کے منصوبوں پر تیزی سے عملدرآمد یقینی بنایا جائے جبکہ صوبائی حکومتوں کے ساتھ رابطہ مزید مؤثر بنایا جائے گا اس موقع پر وفاقی وزرا اور اعلیٰ حکام بھی موجود تھے اور انہوں نے بریفنگ دی کہ معاشی اشاریے بہتری کی جانب گامزن ہیں مہنگائی کی شرح میں کمی آئی ہے اور برآمدات میں اضافہ ہوا ہے ذرائع کے مطابق آئندہ بجٹ میں تنخواہ دار طبقے کو ریلیف دینے کی تجاویز زیر غور ہیں — [600, 1267, 695, 1472]
article-text: کہنا تھا کہ پاکستان نے ہمیشہ خطے میں امن و استحکام کے لیے کردار ادا کیا ہے اور آئندہ بھی مذاکرات کے ذریعے مسائل کے حل کی حمایت جاری رکھے گا وزیر اعظم نے اجلاس میں متعلقہ حکام کو ہدایت کی کہ عوامی ریلیف کے منصوبوں پر تیزی سے عملدرآمد یقینی بنایا جائے جبکہ صوبائی حکومتوں کے ساتھ رابطہ مزید مؤثر بنایا جائے گا اس موقع پر وفاقی وزرا اور اعلیٰ حکام بھی موجود تھے اور انہوں نے بریفنگ دی کہ معاشی اشاریے بہتری کی جانب گامزن ہیں مہنگائی کی شرح میں کمی آئی ہے اور برآمدات میں اضافہ ہوا ہے ذرائع کے مطابق آئندہ بجٹ میں تنخواہ دار طبقے کو ریلیف دینے کی تجاویز زیر غور ہیں — [301, 1488, 395, 1692]
notice-ref: 16/4/2026 — [5, 845, 38, 853]
continuation-24 — [301, 1475, 395, 1899]
section-number: 3 — [700, 653, 715, 663]
notice-court-sub: گارڈین کورٹ گوجر خان ضلع راولپنڈی — [6, 504, 95, 529]
public-notice — [6, 1117, 95, 1181]
article-text: کہنا تھا کہ پاکستان نے ہمیشہ خطے میں امن و استحکام کے لیے کردار ادا کیا ہے اور آئندہ بھی مذاکرات کے ذریعے مسائل کے حل کی حمایت جاری رکھے گا وزیر اعظم نے اجلاس میں متعلقہ حکام کو ہدایت کی کہ عوامی ریلیف کے منصوبوں پر تیزی سے عملدرآمد یقینی بنایا جائے جبکہ صوبائی حکومتوں کے ساتھ رابطہ مزید مؤثر بنایا جائے گا اس موقع پر وفاقی وزرا اور اعلیٰ حکام بھی موجود تھے اور انہوں نے بریفنگ دی کہ معاشی اشاریے بہتری کی جانب گامزن ہیں مہنگائی کی شرح میں کمی آئی ہے اور برآمدات میں اضافہ ہوا ہے ذرائع کے مطابق آئندہ بجٹ میں تنخواہ دار طبقے کو ریلیف دینے کی تجاویز زیر غور ہیں — [100, 1709, 196, 1914]
section-header — [500, 1695, 595, 1706]
article-text: کہنا تھا کہ پاکستان نے ہمیشہ خطے میں امن و استحکام کے لیے کردار ادا کیا ہے اور آئندہ بھی مذاکرات کے ذریعے مسائل کے حل کی حمایت جاری رکھے گا وزیر اعظم نے اجلاس میں متعلقہ حکام کو ہدایت کی کہ عوامی ریلیف کے منصوبوں پر تیزی سے عملدرآمد یقینی بنایا جائے جبکہ صوبائی حکومتوں کے ساتھ رابطہ مزید مؤثر بنایا جائے گا اس موقع پر وفاقی وزرا اور اعلیٰ حکام بھی موجود تھے اور انہوں نے بریفنگ دی کہ معاشی اشاریے بہتری کی جانب گامزن ہیں مہنگائی کی شرح میں کمی آئی ہے اور برآمدات میں اضافہ ہوا ہے ذرائع کے مطابق آئندہ بجٹ میں تنخواہ دار طبقے کو ریلیف دینے کی تجاویز زیر غور ہیں — [600, 1899, 695, 2104]
article-text: کہنا تھا کہ پاکستان نے ہمیشہ خطے میں امن و استحکام کے لیے کردار ادا کیا ہے اور آئندہ بھی مذاکرات کے ذریعے مسائل کے حل کی حمایت جاری رکھے گا وزیر اعظم نے اجلاس میں متعلقہ حکام کو ہدایت کی کہ عوامی ریلیف کے منصوبوں پر تیزی سے عملدرآمد یقینی بنایا جائے جبکہ صوبائی حکومتوں کے ساتھ رابطہ مزید مؤثر بنایا جائے گا اس موقع پر وفاقی وزرا اور اعلیٰ حکام بھی موجود تھے اور انہوں نے بریفنگ دی کہ معاشی اشاریے بہتری کی جانب گامزن ہیں مہنگائی کی شرح میں کمی آئی ہے اور برآمدات میں اضافہ ہوا ہے ذرائع کے مطابق آئندہ بجٹ میں تنخواہ دار طبقے کو ریلیف دینے کی تجاویز زیر غور ہیں — [500, 430, 595, 634]
section-header — [401, 1695, 496, 1706]
article-text: کہنا تھا کہ پاکستان نے ہمیشہ خطے میں امن و استحکام کے لیے کردار ادا کیا ہے اور آئندہ بھی مذاکرات کے ذریعے مسائل کے حل کی حمایت جاری رکھے گا وزیر اعظم نے اجلاس میں متعلقہ حکام کو ہدایت کی کہ عوامی ریلیف کے منصوبوں پر تیزی سے عملدرآمد یقینی بنایا جائے جبکہ صوبائی حکومتوں کے ساتھ رابطہ مزید مؤثر بنایا جائے گا اس موقع پر وفاقی وزرا اور اعلیٰ حکام بھی موجود تھے اور انہوں نے بریفنگ دی کہ معاشی اشاریے بہتری کی جانب گامزن ہیں مہنگائی کی شرح میں کمی آئی ہے اور برآمدات میں اضافہ ہوا ہے ذرائع کے مطابق آئندہ بجٹ میں تنخواہ دار طبقے کو ریلیف دینے کی تجاویز زیر غور ہیں — [400, 1930, 496, 2134]
notice-court: بعدالت جناب تحصیلدار — [23, 1030, 78, 1052]
section-number: 27 — [201, 622, 216, 633]
article-text: کہنا تھا کہ پاکستان نے ہمیشہ خطے میں امن و استحکام کے لیے کردار ادا کیا ہے اور آئندہ بھی مذاکرات کے ذریعے مسائل کے حل کی حمایت جاری رکھے گا وزیر اعظم نے اجلاس میں متعلقہ حکام کو ہدایت کی کہ عوامی ریلیف کے منصوبوں پر تیزی سے عملدرآمد یقینی بنایا جائے جبکہ صوبائی حکومتوں کے ساتھ رابطہ مزید مؤثر بنایا جائے گا اس موقع پر وفاقی وزرا اور اعلیٰ حکام بھی موجود تھے اور انہوں نے بریفنگ دی کہ معاشی اشاریے بہتری کی جانب گامزن ہیں مہنگائی کی شرح میں کمی آئی ہے اور برآمدات میں اضافہ ہوا ہے ذرائع کے مطابق آئندہ بجٹ میں تنخواہ دار طبقے کو ریلیف دینے کی تجاویز زیر غور ہیں — [700, 1298, 795, 1502]
notice-heading: اطلاع عام — [29, 1117, 72, 1128]
article-text: کہنا تھا کہ پاکستان نے ہمیشہ خطے میں امن و استحکام کے لیے کردار ادا کیا ہے اور آئندہ بھی مذاکرات کے ذریعے مسائل کے حل کی حمایت جاری رکھے گا وزیر اعظم نے اجلاس میں متعلقہ حکام کو ہدایت کی کہ عوامی ریلیف کے منصوبوں پر تیزی سے عملدرآمد یقینی بنایا جائے جبکہ صوبائی حکومتوں کے ساتھ رابطہ مزید مؤثر بنایا جائے گا اس موقع پر وفاقی وزرا اور اعلیٰ حکام بھی موجود تھے اور انہوں نے بریفنگ دی کہ معاشی اشاریے بہتری کی جانب گامزن ہیں مہنگائی کی شرح میں کمی آئی ہے اور برآمدات میں اضافہ ہوا ہے ذرائع کے مطابق آئندہ بجٹ میں تنخواہ دار طبقے کو ریلیف دینے کی تجاویز زیر غور ہیں — [100, 857, 196, 1061]
section-header — [201, 1885, 296, 1896]
continuation-4 — [700, 873, 795, 1503]
article-text: کہنا تھا کہ پاکستان نے ہمیشہ خطے میں امن و استحکام کے لیے کردار ادا کیا ہے اور آئندہ بھی مذاکرات کے ذریعے مسائل کے حل کی حمایت جاری رکھے گا وزیر اعظم نے اجلاس میں متعلقہ حکام کو ہدایت کی کہ عوامی ریلیف کے منصوبوں پر تیزی سے عملدرآمد یقینی بنایا جائے جبکہ صوبائی حکومتوں کے ساتھ رابطہ مزید مؤثر بنایا جائے گا اس موقع پر وفاقی وزرا اور اعلیٰ حکام بھی موجود تھے اور انہوں نے بریفنگ دی کہ معاشی اشاریے بہتری کی جانب گامزن ہیں مہنگائی کی شرح میں کمی آئی ہے اور برآمدات میں اضافہ ہوا ہے ذرائع کے مطابق آئندہ بجٹ میں تنخواہ دار طبقے کو ریلیف دینے کی تجاویز زیر غور ہیں — [400, 209, 496, 414]
section-header — [700, 6, 795, 16]
article-text: کہنا تھا کہ پاکستان نے ہمیشہ خطے میں امن و استحکام کے لیے کردار ادا کیا ہے اور آئندہ بھی مذاکرات کے ذریعے مسائل کے حل کی حمایت جاری رکھے گا وزیر اعظم نے اجلاس میں متعلقہ حکام کو ہدایت کی کہ عوامی ریلیف کے منصوبوں پر تیزی سے عملدرآمد یقینی بنایا جائے جبکہ صوبائی حکومتوں کے ساتھ رابطہ مزید مؤثر بنایا جائے گا اس موقع پر وفاقی وزرا اور اعلیٰ حکام بھی موجود تھے اور انہوں نے بریفنگ دی کہ معاشی اشاریے بہتری کی جانب گامزن ہیں مہنگائی کی شرح میں کمی آئی ہے اور برآمدات میں اضافہ ہوا ہے ذرائع کے مطابق آئندہ بجٹ میں تنخواہ دار طبقے کو ریلیف دینے کی تجاویز زیر غور ہیں — [200, 1899, 296, 2104]
section-label: بقیہ جات — [115, 1270, 196, 1280]
article-text: کہنا تھا کہ پاکستان نے ہمیشہ خطے میں امن و استحکام کے لیے کردار ادا کیا ہے اور آئندہ بھی مذاکرات کے ذریعے مسائل کے حل کی حمایت جاری رکھے گا وزیر اعظم نے اجلاس میں متعلقہ حکام کو ہدایت کی کہ عوامی ریلیف کے منصوبوں پر تیزی سے عملدرآمد یقینی بنایا جائے جبکہ صوبائی حکومتوں کے ساتھ رابطہ مزید مؤثر بنایا جائے گا اس موقع پر وفاقی وزرا اور اعلیٰ حکام بھی موجود تھے اور انہوں نے بریفنگ دی کہ معاشی اشاریے بہتری کی جانب گامزن ہیں مہنگائی کی شرح میں کمی آئی ہے اور برآمدات میں اضافہ ہوا ہے ذرائع کے مطابق آئندہ بجٹ میں تنخواہ دار طبقے کو ریلیف دینے کی تجاویز زیر غور ہیں — [200, 209, 296, 414]
section-label: بقیہ جات — [715, 6, 795, 16]
column-6 — [198, 3, 298, 2309]
article-text: کہنا تھا کہ پاکستان نے ہمیشہ خطے میں امن و استحکام کے لیے کردار ادا کیا ہے اور آئندہ بھی مذاکرات کے ذریعے مسائل کے حل کی حمایت جاری رکھے گا وزیر اعظم نے اجلاس میں متعلقہ حکام کو ہدایت کی کہ عوامی ریلیف کے منصوبوں پر تیزی سے عملدرآمد یقینی بنایا جائے جبکہ صوبائی حکومتوں کے ساتھ رابطہ مزید مؤثر بنایا جائے گا اس موقع پر وفاقی وزرا اور اعلیٰ حکام بھی موجود تھے اور انہوں نے بریفنگ دی کہ معاشی اشاریے بہتری کی جانب گامزن ہیں مہنگائی کی شرح میں کمی آئی ہے اور برآمدات میں اضافہ ہوا ہے ذرائع کے مطابق آئندہ بجٹ میں تنخواہ دار طبقے کو ریلیف دینے کی تجاویز زیر غور ہیں — [700, 225, 795, 429]
notice-ref: 1988/16 — [5, 576, 33, 584]
article-text: کہنا تھا کہ پاکستان نے ہمیشہ خطے میں امن و استحکام کے لیے کردار ادا کیا ہے اور آئندہ بھی مذاکرات کے ذریعے مسائل کے حل کی حمایت جاری رکھے گا وزیر اعظم نے اجلاس میں متعلقہ حکام کو ہدایت کی کہ عوامی ریلیف کے منصوبوں پر تیزی سے عملدرآمد یقینی بنایا جائے جبکہ صوبائی حکومتوں کے ساتھ رابطہ مزید مؤثر بنایا جائے گا اس موقع پر وفاقی وزرا اور اعلیٰ حکام بھی موجود تھے اور انہوں نے بریفنگ دی کہ معاشی اشاریے بہتری کی جانب گامزن ہیں مہنگائی کی شرح میں کمی آئی ہے اور برآمدات میں اضافہ ہوا ہے ذرائع کے مطابق آئندہ بجٹ میں تنخواہ دار طبقے کو ریلیف دینے کی تجاویز زیر غور ہیں — [600, 1062, 695, 1266]
continuation-20 — [401, 1695, 496, 1914]
continuation-6 — [700, 2137, 795, 2355]
article-text: کہنا تھا کہ پاکستان نے ہمیشہ خطے میں امن و استحکام کے لیے کردار ادا کیا ہے اور آئندہ بھی مذاکرات کے ذریعے مسائل کے حل کی حمایت جاری رکھے گا وزیر اعظم نے اجلاس میں متعلقہ حکام کو ہدایت کی کہ عوامی ریلیف کے منصوبوں پر تیزی سے عملدرآمد یقینی بنایا جائے جبکہ صوبائی حکومتوں کے ساتھ رابطہ مزید مؤثر بنایا جائے گا اس موقع پر وفاقی وزرا اور اعلیٰ حکام بھی موجود تھے اور انہوں نے بریفنگ دی کہ معاشی اشاریے بہتری کی جانب گامزن ہیں مہنگائی کی شرح میں کمی آئی ہے اور برآمدات میں اضافہ ہوا ہے ذرائع کے مطابق آئندہ بجٹ میں تنخواہ دار طبقے کو ریلیف دینے کی تجاویز زیر غور ہیں — [700, 19, 795, 224]
article-text: کہنا تھا کہ پاکستان نے ہمیشہ خطے میں امن و استحکام کے لیے کردار ادا کیا ہے اور آئندہ بھی مذاکرات کے ذریعے مسائل کے حل کی حمایت جاری رکھے گا وزیر اعظم نے اجلاس میں متعلقہ حکام کو ہدایت کی کہ عوامی ریلیف کے منصوبوں پر تیزی سے عملدرآمد یقینی بنایا جائے جبکہ صوبائی حکومتوں کے ساتھ رابطہ مزید مؤثر بنایا جائے گا اس موقع پر وفاقی وزرا اور اعلیٰ حکام بھی موجود تھے اور انہوں نے بریفنگ دی کہ معاشی اشاریے بہتری کی جانب گامزن ہیں مہنگائی کی شرح میں کمی آئی ہے اور برآمدات میں اضافہ ہوا ہے ذرائع کے مطابق آئندہ بجٹ میں تنخواہ دار طبقے کو ریلیف دینے کی تجاویز زیر غور ہیں — [700, 1930, 795, 2134]
court-notice-6 — [6, 1030, 95, 1114]
section-number: 10 — [601, 1475, 615, 1485]
continuation-19 — [401, 1475, 496, 1693]
continuation-1 — [700, 6, 795, 430]
court-notice-1 — [6, 470, 95, 584]
section-label: بقیہ جات — [715, 2137, 795, 2148]
notice-body: انتقال وراثت بنام ورثاء مقدمہ تصدیق ریکارڈ مال — [5, 1067, 95, 1084]
section-label: بقیہ جات — [715, 432, 795, 443]
article-text: کہنا تھا کہ پاکستان نے ہمیشہ خطے میں امن و استحکام کے لیے کردار ادا کیا ہے اور آئندہ بھی مذاکرات کے ذریعے مسائل کے حل کی حمایت جاری رکھے گا وزیر اعظم نے اجلاس میں متعلقہ حکام کو ہدایت کی کہ عوامی ریلیف کے منصوبوں پر تیزی سے عملدرآمد یقینی بنایا جائے جبکہ صوبائی حکومتوں کے ساتھ رابطہ مزید مؤثر بنایا جائے گا اس موقع پر وفاقی وزرا اور اعلیٰ حکام بھی موجود تھے اور انہوں نے بریفنگ دی کہ معاشی اشاریے بہتری کی جانب گامزن ہیں مہنگائی کی شرح میں کمی آئی ہے اور برآمدات میں اضافہ ہوا ہے ذرائع کے مطابق آئندہ بجٹ میں تنخواہ دار طبقے کو ریلیف دینے کی تجاویز زیر غور ہیں — [600, 635, 695, 840]
section-number: 14 — [500, 1475, 515, 1485]
article-text: کہنا تھا کہ پاکستان نے ہمیشہ خطے میں امن و استحکام کے لیے کردار ادا کیا ہے اور آئندہ بھی مذاکرات کے ذریعے مسائل کے حل کی حمایت جاری رکھے گا وزیر اعظم نے اجلاس میں متعلقہ حکام کو ہدایت کی کہ عوامی ریلیف کے منصوبوں پر تیزی سے عملدرآمد یقینی بنایا جائے جبکہ صوبائی حکومتوں کے ساتھ رابطہ مزید مؤثر بنایا جائے گا اس موقع پر وفاقی وزرا اور اعلیٰ حکام بھی موجود تھے اور انہوں نے بریفنگ دی کہ معاشی اشاریے بہتری کی جانب گامزن ہیں مہنگائی کی شرح میں کمی آئی ہے اور برآمدات میں اضافہ ہوا ہے ذرائع کے مطابق آئندہ بجٹ میں تنخواہ دار طبقے کو ریلیف دینے کی تجاویز زیر غور ہیں — [600, 857, 695, 1061]
section-number: 31 — [101, 1270, 115, 1280]
section-label: بقیہ جات — [115, 211, 196, 221]
section-header — [301, 843, 395, 853]
continuation-5 — [700, 1505, 795, 2135]
continuation-31 — [101, 1270, 196, 1694]
classifieds-column — [3, 3, 98, 1327]
article-text: کہنا تھا کہ پاکستان نے ہمیشہ خطے میں امن و استحکام کے لیے کردار ادا کیا ہے اور آئندہ بھی مذاکرات کے ذریعے مسائل کے حل کی حمایت جاری رکھے گا وزیر اعظم نے اجلاس میں متعلقہ حکام کو ہدایت کی کہ عوامی ریلیف کے منصوبوں پر تیزی سے عملدرآمد یقینی بنایا جائے جبکہ صوبائی حکومتوں کے ساتھ رابطہ مزید مؤثر بنایا جائے گا اس موقع پر وفاقی وزرا اور اعلیٰ حکام بھی موجود تھے اور انہوں نے بریفنگ دی کہ معاشی اشاریے بہتری کی جانب گامزن ہیں مہنگائی کی شرح میں کمی آئی ہے اور برآمدات میں اضافہ ہوا ہے ذرائع کے مطابق آئندہ بجٹ میں تنخواہ دار طبقے کو ریلیف دینے کی تجاویز زیر غور ہیں — [700, 1724, 795, 1929]
article-text: کہنا تھا کہ پاکستان نے ہمیشہ خطے میں امن و استحکام کے لیے کردار ادا کیا ہے اور آئندہ بھی مذاکرات کے ذریعے مسائل کے حل کی حمایت جاری رکھے گا وزیر اعظم نے اجلاس میں متعلقہ حکام کو ہدایت کی کہ عوامی ریلیف کے منصوبوں پر تیزی سے عملدرآمد یقینی بنایا جائے جبکہ صوبائی حکومتوں کے ساتھ رابطہ مزید مؤثر بنایا جائے گا اس موقع پر وفاقی وزرا اور اعلیٰ حکام بھی موجود تھے اور انہوں نے بریفنگ دی کہ معاشی اشاریے بہتری کی جانب گامزن ہیں مہنگائی کی شرح میں کمی آئی ہے اور برآمدات میں اضافہ ہوا ہے ذرائع کے مطابق آئندہ بجٹ میں تنخواہ دار طبقے کو ریلیف دینے کی تجاویز زیر غور ہیں — [400, 1047, 496, 1251]
continuation-23 — [301, 843, 395, 1472]
section-label: بقیہ جات — [715, 2358, 795, 2368]
continuation-9 — [601, 843, 695, 1472]
section-number: 20 — [401, 1695, 415, 1706]
article-text: کہنا تھا کہ پاکستان نے ہمیشہ خطے میں امن و استحکام کے لیے کردار ادا کیا ہے اور آئندہ بھی مذاکرات کے ذریعے مسائل کے حل کی حمایت جاری رکھے گا وزیر اعظم نے اجلاس میں متعلقہ حکام کو ہدایت کی کہ عوامی ریلیف کے منصوبوں پر تیزی سے عملدرآمد یقینی بنایا جائے جبکہ صوبائی حکومتوں کے ساتھ رابطہ مزید مؤثر بنایا جائے گا اس موقع پر وفاقی وزرا اور اعلیٰ حکام بھی موجود تھے اور انہوں نے بریفنگ دی کہ معاشی اشاریے بہتری کی جانب گامزن ہیں مہنگائی کی شرح میں کمی آئی ہے اور برآمدات میں اضافہ ہوا ہے ذرائع کے مطابق آئندہ بجٹ میں تنخواہ دار طبقے کو ریلیف دینے کی تجاویز زیر غور ہیں — [600, 4, 695, 209]
notice-ref: BQB-965/2007 — [5, 1106, 53, 1114]
section-header — [401, 1254, 496, 1265]
section-label: بقیہ جات — [115, 843, 196, 853]
section-label: بقیہ جات — [216, 1885, 296, 1896]
continuation-10 — [601, 1475, 695, 2104]
notice-body: بذریعہ اشتہار ہذا مطلع کیا جاتا ہے کہ بتاریخ 16 اپریل 2026 حاضر عدالت ہوں — [5, 819, 95, 844]
notice-heading: آفیسر اسسٹنٹ کلکٹر درجہ دوم گوجر خان ضلع راولپنڈی — [8, 788, 93, 818]
article-text: کہنا تھا کہ پاکستان نے ہمیشہ خطے میں امن و استحکام کے لیے کردار ادا کیا ہے اور آئندہ بھی مذاکرات کے ذریعے مسائل کے حل کی حمایت جاری رکھے گا وزیر اعظم نے اجلاس میں متعلقہ حکام کو ہدایت کی کہ عوامی ریلیف کے منصوبوں پر تیزی سے عملدرآمد یقینی بنایا جائے جبکہ صوبائی حکومتوں کے ساتھ رابطہ مزید مؤثر بنایا جائے گا اس موقع پر وفاقی وزرا اور اعلیٰ حکام بھی موجود تھے اور انہوں نے بریفنگ دی کہ معاشی اشاریے بہتری کی جانب گامزن ہیں مہنگائی کی شرح میں کمی آئی ہے اور برآمدات میں اضافہ ہوا ہے ذرائع کے مطابق آئندہ بجٹ میں تنخواہ دار طبقے کو ریلیف دینے کی تجاویز زیر غور ہیں — [100, 635, 196, 840]
section-header — [301, 2122, 395, 2132]
article-text: کہنا تھا کہ پاکستان نے ہمیشہ خطے میں امن و استحکام کے لیے کردار ادا کیا ہے اور آئندہ بھی مذاکرات کے ذریعے مسائل کے حل کی حمایت جاری رکھے گا وزیر اعظم نے اجلاس میں متعلقہ حکام کو ہدایت کی کہ عوامی ریلیف کے منصوبوں پر تیزی سے عملدرآمد یقینی بنایا جائے جبکہ صوبائی حکومتوں کے ساتھ رابطہ مزید مؤثر بنایا جائے گا اس موقع پر وفاقی وزرا اور اعلیٰ حکام بھی موجود تھے اور انہوں نے بریفنگ دی کہ معاشی اشاریے بہتری کی جانب گامزن ہیں مہنگائی کی شرح میں کمی آئی ہے اور برآمدات میں اضافہ ہوا ہے ذرائع کے مطابق آئندہ بجٹ میں تنخواہ دار طبقے کو ریلیف دینے کی تجاویز زیر غور ہیں — [301, 1694, 395, 1898]
article-text: کہنا تھا کہ پاکستان نے ہمیشہ خطے میں امن و استحکام کے لیے کردار ادا کیا ہے اور آئندہ بھی مذاکرات کے ذریعے مسائل کے حل کی حمایت جاری رکھے گا وزیر اعظم نے اجلاس میں متعلقہ حکام کو ہدایت کی کہ عوامی ریلیف کے منصوبوں پر تیزی سے عملدرآمد یقینی بنایا جائے جبکہ صوبائی حکومتوں کے ساتھ رابطہ مزید مؤثر بنایا جائے گا اس موقع پر وفاقی وزرا اور اعلیٰ حکام بھی موجود تھے اور انہوں نے بریفنگ دی کہ معاشی اشاریے بہتری کی جانب گامزن ہیں مہنگائی کی شرح میں کمی آئی ہے اور برآمدات میں اضافہ ہوا ہے ذرائع کے مطابق آئندہ بجٹ میں تنخواہ دار طبقے کو ریلیف دینے کی تجاویز زیر غور ہیں — [600, 2325, 695, 2529]
section-label: بقیہ جات — [216, 1254, 296, 1265]
notice-court: بعدالت محترمہ سعدیہ انیس صاحبہ سول جج — [9, 470, 92, 504]
section-header — [601, 2107, 695, 2117]
section-header — [301, 1901, 395, 1911]
continuation-25 — [301, 1901, 395, 2119]
article-text: کہنا تھا کہ پاکستان نے ہمیشہ خطے میں امن و استحکام کے لیے کردار ادا کیا ہے اور آئندہ بھی مذاکرات کے ذریعے مسائل کے حل کی حمایت جاری رکھے گا وزیر اعظم نے اجلاس میں متعلقہ حکام کو ہدایت کی کہ عوامی ریلیف کے منصوبوں پر تیزی سے عملدرآمد یقینی بنایا جائے جبکہ صوبائی حکومتوں کے ساتھ رابطہ مزید مؤثر بنایا جائے گا اس موقع پر وفاقی وزرا اور اعلیٰ حکام بھی موجود تھے اور انہوں نے بریفنگ دی کہ معاشی اشاریے بہتری کی جانب گامزن ہیں مہنگائی کی شرح میں کمی آئی ہے اور برآمدات میں اضافہ ہوا ہے ذرائع کے مطابق آئندہ بجٹ میں تنخواہ دار طبقے کو ریلیف دینے کی تجاویز زیر غور ہیں — [400, 1267, 496, 1472]
article-text: کہنا تھا کہ پاکستان نے ہمیشہ خطے میں امن و استحکام کے لیے کردار ادا کیا ہے اور آئندہ بھی مذاکرات کے ذریعے مسائل کے حل کی حمایت جاری رکھے گا وزیر اعظم نے اجلاس میں متعلقہ حکام کو ہدایت کی کہ عوامی ریلیف کے منصوبوں پر تیزی سے عملدرآمد یقینی بنایا جائے جبکہ صوبائی حکومتوں کے ساتھ رابطہ مزید مؤثر بنایا جائے گا اس موقع پر وفاقی وزرا اور اعلیٰ حکام بھی موجود تھے اور انہوں نے بریفنگ دی کہ معاشی اشاریے بہتری کی جانب گامزن ہیں مہنگائی کی شرح میں کمی آئی ہے اور برآمدات میں اضافہ ہوا ہے ذرائع کے مطابق آئندہ بجٹ میں تنخواہ دار طبقے کو ریلیف دینے کی تجاویز زیر غور ہیں — [700, 1092, 795, 1297]
article-text: کہنا تھا کہ پاکستان نے ہمیشہ خطے میں امن و استحکام کے لیے کردار ادا کیا ہے اور آئندہ بھی مذاکرات کے ذریعے مسائل کے حل کی حمایت جاری رکھے گا وزیر اعظم نے اجلاس میں متعلقہ حکام کو ہدایت کی کہ عوامی ریلیف کے منصوبوں پر تیزی سے عملدرآمد یقینی بنایا جائے جبکہ صوبائی حکومتوں کے ساتھ رابطہ مزید مؤثر بنایا جائے گا اس موقع پر وفاقی وزرا اور اعلیٰ حکام بھی موجود تھے اور انہوں نے بریفنگ دی کہ معاشی اشاریے بہتری کی جانب گامزن ہیں مہنگائی کی شرح میں کمی آئی ہے اور برآمدات میں اضافہ ہوا ہے ذرائع کے مطابق آئندہ بجٹ میں تنخواہ دار طبقے کو ریلیف دینے کی تجاویز زیر غور ہیں — [301, 430, 395, 634]
continuation-21 — [401, 1916, 496, 2134]
section-label: بقیہ جات — [415, 622, 496, 633]
section-number: 4 — [700, 873, 715, 884]
article-text: کہنا تھا کہ پاکستان نے ہمیشہ خطے میں امن و استحکام کے لیے کردار ادا کیا ہے اور آئندہ بھی مذاکرات کے ذریعے مسائل کے حل کی حمایت جاری رکھے گا وزیر اعظم نے اجلاس میں متعلقہ حکام کو ہدایت کی کہ عوامی ریلیف کے منصوبوں پر تیزی سے عملدرآمد یقینی بنایا جائے جبکہ صوبائی حکومتوں کے ساتھ رابطہ مزید مؤثر بنایا جائے گا اس موقع پر وفاقی وزرا اور اعلیٰ حکام بھی موجود تھے اور انہوں نے بریفنگ دی کہ معاشی اشاریے بہتری کی جانب گامزن ہیں مہنگائی کی شرح میں کمی آئی ہے اور برآمدات میں اضافہ ہوا ہے ذرائع کے مطابق آئندہ بجٹ میں تنخواہ دار طبقے کو ریلیف دینے کی تجاویز زیر غور ہیں — [700, 1518, 795, 1723]
continuation-16 — [500, 1916, 595, 2134]
article-text: کہنا تھا کہ پاکستان نے ہمیشہ خطے میں امن و استحکام کے لیے کردار ادا کیا ہے اور آئندہ بھی مذاکرات کے ذریعے مسائل کے حل کی حمایت جاری رکھے گا وزیر اعظم نے اجلاس میں متعلقہ حکام کو ہدایت کی کہ عوامی ریلیف کے منصوبوں پر تیزی سے عملدرآمد یقینی بنایا جائے جبکہ صوبائی حکومتوں کے ساتھ رابطہ مزید مؤثر بنایا جائے گا اس موقع پر وفاقی وزرا اور اعلیٰ حکام بھی موجود تھے اور انہوں نے بریفنگ دی کہ معاشی اشاریے بہتری کی جانب گامزن ہیں مہنگائی کی شرح میں کمی آئی ہے اور برآمدات میں اضافہ ہوا ہے ذرائع کے مطابق آئندہ بجٹ میں تنخواہ دار طبقے کو ریلیف دینے کی تجاویز زیر غور ہیں — [200, 635, 296, 840]
article-text: کہنا تھا کہ پاکستان نے ہمیشہ خطے میں امن و استحکام کے لیے کردار ادا کیا ہے اور آئندہ بھی مذاکرات کے ذریعے مسائل کے حل کی حمایت جاری رکھے گا وزیر اعظم نے اجلاس میں متعلقہ حکام کو ہدایت کی کہ عوامی ریلیف کے منصوبوں پر تیزی سے عملدرآمد یقینی بنایا جائے جبکہ صوبائی حکومتوں کے ساتھ رابطہ مزید مؤثر بنایا جائے گا اس موقع پر وفاقی وزرا اور اعلیٰ حکام بھی موجود تھے اور انہوں نے بریفنگ دی کہ معاشی اشاریے بہتری کی جانب گامزن ہیں مہنگائی کی شرح میں کمی آئی ہے اور برآمدات میں اضافہ ہوا ہے ذرائع کے مطابق آئندہ بجٹ میں تنخواہ دار طبقے کو ریلیف دینے کی تجاویز زیر غور ہیں — [200, 1267, 296, 1472]
section-number: 24 — [301, 1475, 315, 1485]
column-1 — [697, 3, 797, 2575]
continuation-13 — [500, 1048, 595, 1472]
article-text: کہنا تھا کہ پاکستان نے ہمیشہ خطے میں امن و استحکام کے لیے کردار ادا کیا ہے اور آئندہ بھی مذاکرات کے ذریعے مسائل کے حل کی حمایت جاری رکھے گا وزیر اعظم نے اجلاس میں متعلقہ حکام کو ہدایت کی کہ عوامی ریلیف کے منصوبوں پر تیزی سے عملدرآمد یقینی بنایا جائے جبکہ صوبائی حکومتوں کے ساتھ رابطہ مزید مؤثر بنایا جائے گا اس موقع پر وفاقی وزرا اور اعلیٰ حکام بھی موجود تھے اور انہوں نے بریفنگ دی کہ معاشی اشاریے بہتری کی جانب گامزن ہیں مہنگائی کی شرح میں کمی آئی ہے اور برآمدات میں اضافہ ہوا ہے ذرائع کے مطابق آئندہ بجٹ میں تنخواہ دار طبقے کو ریلیف دینے کی تجاویز زیر غور ہیں — [500, 635, 595, 840]
section-header — [700, 2358, 795, 2368]
column-3 — [497, 3, 597, 2134]
article-text: کہنا تھا کہ پاکستان نے ہمیشہ خطے میں امن و استحکام کے لیے کردار ادا کیا ہے اور آئندہ بھی مذاکرات کے ذریعے مسائل کے حل کی حمایت جاری رکھے گا وزیر اعظم نے اجلاس میں متعلقہ حکام کو ہدایت کی کہ عوامی ریلیف کے منصوبوں پر تیزی سے عملدرآمد یقینی بنایا جائے جبکہ صوبائی حکومتوں کے ساتھ رابطہ مزید مؤثر بنایا جائے گا اس موقع پر وفاقی وزرا اور اعلیٰ حکام بھی موجود تھے اور انہوں نے بریفنگ دی کہ معاشی اشاریے بہتری کی جانب گامزن ہیں مہنگائی کی شرح میں کمی آئی ہے اور برآمدات میں اضافہ ہوا ہے ذرائع کے مطابق آئندہ بجٹ میں تنخواہ دار طبقے کو ریلیف دینے کی تجاویز زیر غور ہیں — [700, 887, 795, 1092]
section-number: 8 — [601, 211, 615, 221]
column-7 — [98, 3, 198, 1914]
section-header — [401, 1916, 496, 1926]
section-header — [601, 211, 695, 221]
section-header — [201, 622, 296, 633]
article-text: کہنا تھا کہ پاکستان نے ہمیشہ خطے میں امن و استحکام کے لیے کردار ادا کیا ہے اور آئندہ بھی مذاکرات کے ذریعے مسائل کے حل کی حمایت جاری رکھے گا وزیر اعظم نے اجلاس میں متعلقہ حکام کو ہدایت کی کہ عوامی ریلیف کے منصوبوں پر تیزی سے عملدرآمد یقینی بنایا جائے جبکہ صوبائی حکومتوں کے ساتھ رابطہ مزید مؤثر بنایا جائے گا اس موقع پر وفاقی وزرا اور اعلیٰ حکام بھی موجود تھے اور انہوں نے بریفنگ دی کہ معاشی اشاریے بہتری کی جانب گامزن ہیں مہنگائی کی شرح میں کمی آئی ہے اور برآمدات میں اضافہ ہوا ہے ذرائع کے مطابق آئندہ بجٹ میں تنخواہ دار طبقے کو ریلیف دینے کی تجاویز زیر غور ہیں — [600, 225, 695, 429]
section-label: بقیہ جات — [615, 843, 695, 853]
section-label: بقیہ جات — [615, 211, 695, 221]
section-number: 13 — [500, 1048, 515, 1059]
article-text: کہنا تھا کہ پاکستان نے ہمیشہ خطے میں امن و استحکام کے لیے کردار ادا کیا ہے اور آئندہ بھی مذاکرات کے ذریعے مسائل کے حل کی حمایت جاری رکھے گا وزیر اعظم نے اجلاس میں متعلقہ حکام کو ہدایت کی کہ عوامی ریلیف کے منصوبوں پر تیزی سے عملدرآمد یقینی بنایا جائے جبکہ صوبائی حکومتوں کے ساتھ رابطہ مزید مؤثر بنایا جائے گا اس موقع پر وفاقی وزرا اور اعلیٰ حکام بھی موجود تھے اور انہوں نے بریفنگ دی کہ معاشی اشاریے بہتری کی جانب گامزن ہیں مہنگائی کی شرح میں کمی آئی ہے اور برآمدات میں اضافہ ہوا ہے ذرائع کے مطابق آئندہ بجٹ میں تنخواہ دار طبقے کو ریلیف دینے کی تجاویز زیر غور ہیں — [400, 841, 496, 1046]
article-text: کہنا تھا کہ پاکستان نے ہمیشہ خطے میں امن و استحکام کے لیے کردار ادا کیا ہے اور آئندہ بھی مذاکرات کے ذریعے مسائل کے حل کی حمایت جاری رکھے گا وزیر اعظم نے اجلاس میں متعلقہ حکام کو ہدایت کی کہ عوامی ریلیف کے منصوبوں پر تیزی سے عملدرآمد یقینی بنایا جائے جبکہ صوبائی حکومتوں کے ساتھ رابطہ مزید مؤثر بنایا جائے گا اس موقع پر وفاقی وزرا اور اعلیٰ حکام بھی موجود تھے اور انہوں نے بریفنگ دی کہ معاشی اشاریے بہتری کی جانب گامزن ہیں مہنگائی کی شرح میں کمی آئی ہے اور برآمدات میں اضافہ ہوا ہے ذرائع کے مطابق آئندہ بجٹ میں تنخواہ دار طبقے کو ریلیف دینے کی تجاویز زیر غور ہیں — [500, 1488, 595, 1692]
article-text: کہنا تھا کہ پاکستان نے ہمیشہ خطے میں امن و استحکام کے لیے کردار ادا کیا ہے اور آئندہ بھی مذاکرات کے ذریعے مسائل کے حل کی حمایت جاری رکھے گا وزیر اعظم نے اجلاس میں متعلقہ حکام کو ہدایت کی کہ عوامی ریلیف کے منصوبوں پر تیزی سے عملدرآمد یقینی بنایا جائے جبکہ صوبائی حکومتوں کے ساتھ رابطہ مزید مؤثر بنایا جائے گا اس موقع پر وفاقی وزرا اور اعلیٰ حکام بھی موجود تھے اور انہوں نے بریفنگ دی کہ معاشی اشاریے بہتری کی جانب گامزن ہیں مہنگائی کی شرح میں کمی آئی ہے اور برآمدات میں اضافہ ہوا ہے ذرائع کے مطابق آئندہ بجٹ میں تنخواہ دار طبقے کو ریلیف دینے کی تجاویز زیر غور ہیں — [200, 1679, 296, 1883]
continuation-28 — [201, 1254, 296, 1884]
article-text: کہنا تھا کہ پاکستان نے ہمیشہ خطے میں امن و استحکام کے لیے کردار ادا کیا ہے اور آئندہ بھی مذاکرات کے ذریعے مسائل کے حل کی حمایت جاری رکھے گا وزیر اعظم نے اجلاس میں متعلقہ حکام کو ہدایت کی کہ عوامی ریلیف کے منصوبوں پر تیزی سے عملدرآمد یقینی بنایا جائے جبکہ صوبائی حکومتوں کے ساتھ رابطہ مزید مؤثر بنایا جائے گا اس موقع پر وفاقی وزرا اور اعلیٰ حکام بھی موجود تھے اور انہوں نے بریفنگ دی کہ معاشی اشاریے بہتری کی جانب گامزن ہیں مہنگائی کی شرح میں کمی آئی ہے اور برآمدات میں اضافہ ہوا ہے ذرائع کے مطابق آئندہ بجٹ میں تنخواہ دار طبقے کو ریلیف دینے کی تجاویز زیر غور ہیں — [400, 1488, 496, 1692]
notice-court-sub: ADLR/صاحب چکوال — [6, 1052, 95, 1067]
article-text: کہنا تھا کہ پاکستان نے ہمیشہ خطے میں امن و استحکام کے لیے کردار ادا کیا ہے اور آئندہ بھی مذاکرات کے ذریعے مسائل کے حل کی حمایت جاری رکھے گا وزیر اعظم نے اجلاس میں متعلقہ حکام کو ہدایت کی کہ عوامی ریلیف کے منصوبوں پر تیزی سے عملدرآمد یقینی بنایا جائے جبکہ صوبائی حکومتوں کے ساتھ رابطہ مزید مؤثر بنایا جائے گا اس موقع پر وفاقی وزرا اور اعلیٰ حکام بھی موجود تھے اور انہوں نے بریفنگ دی کہ معاشی اشاریے بہتری کی جانب گامزن ہیں مہنگائی کی شرح میں کمی آئی ہے اور برآمدات میں اضافہ ہوا ہے ذرائع کے مطابق آئندہ بجٹ میں تنخواہ دار طبقے کو ریلیف دینے کی تجاویز زیر غور ہیں — [301, 209, 395, 414]
section-number: 19 — [401, 1475, 415, 1485]
section-number: 30 — [101, 843, 115, 853]
section-header — [401, 1475, 496, 1485]
article-text: کہنا تھا کہ پاکستان نے ہمیشہ خطے میں امن و استحکام کے لیے کردار ادا کیا ہے اور آئندہ بھی مذاکرات کے ذریعے مسائل کے حل کی حمایت جاری رکھے گا وزیر اعظم نے اجلاس میں متعلقہ حکام کو ہدایت کی کہ عوامی ریلیف کے منصوبوں پر تیزی سے عملدرآمد یقینی بنایا جائے جبکہ صوبائی حکومتوں کے ساتھ رابطہ مزید مؤثر بنایا جائے گا اس موقع پر وفاقی وزرا اور اعلیٰ حکام بھی موجود تھے اور انہوں نے بریفنگ دی کہ معاشی اشاریے بہتری کی جانب گامزن ہیں مہنگائی کی شرح میں کمی آئی ہے اور برآمدات میں اضافہ ہوا ہے ذرائع کے مطابق آئندہ بجٹ میں تنخواہ دار طبقے کو ریلیف دینے کی تجاویز زیر غور ہیں — [200, 841, 296, 1046]
section-number: 9 — [601, 843, 615, 853]
section-header — [700, 2137, 795, 2148]
article-text: کہنا تھا کہ پاکستان نے ہمیشہ خطے میں امن و استحکام کے لیے کردار ادا کیا ہے اور آئندہ بھی مذاکرات کے ذریعے مسائل کے حل کی حمایت جاری رکھے گا وزیر اعظم نے اجلاس میں متعلقہ حکام کو ہدایت کی کہ عوامی ریلیف کے منصوبوں پر تیزی سے عملدرآمد یقینی بنایا جائے جبکہ صوبائی حکومتوں کے ساتھ رابطہ مزید مؤثر بنایا جائے گا اس موقع پر وفاقی وزرا اور اعلیٰ حکام بھی موجود تھے اور انہوں نے بریفنگ دی کہ معاشی اشاریے بہتری کی جانب گامزن ہیں مہنگائی کی شرح میں کمی آئی ہے اور برآمدات میں اضافہ ہوا ہے ذرائع کے مطابق آئندہ بجٹ میں تنخواہ دار طبقے کو ریلیف دینے کی تجاویز زیر غور ہیں — [100, 430, 196, 634]
section-number: 28 — [201, 1254, 216, 1265]
